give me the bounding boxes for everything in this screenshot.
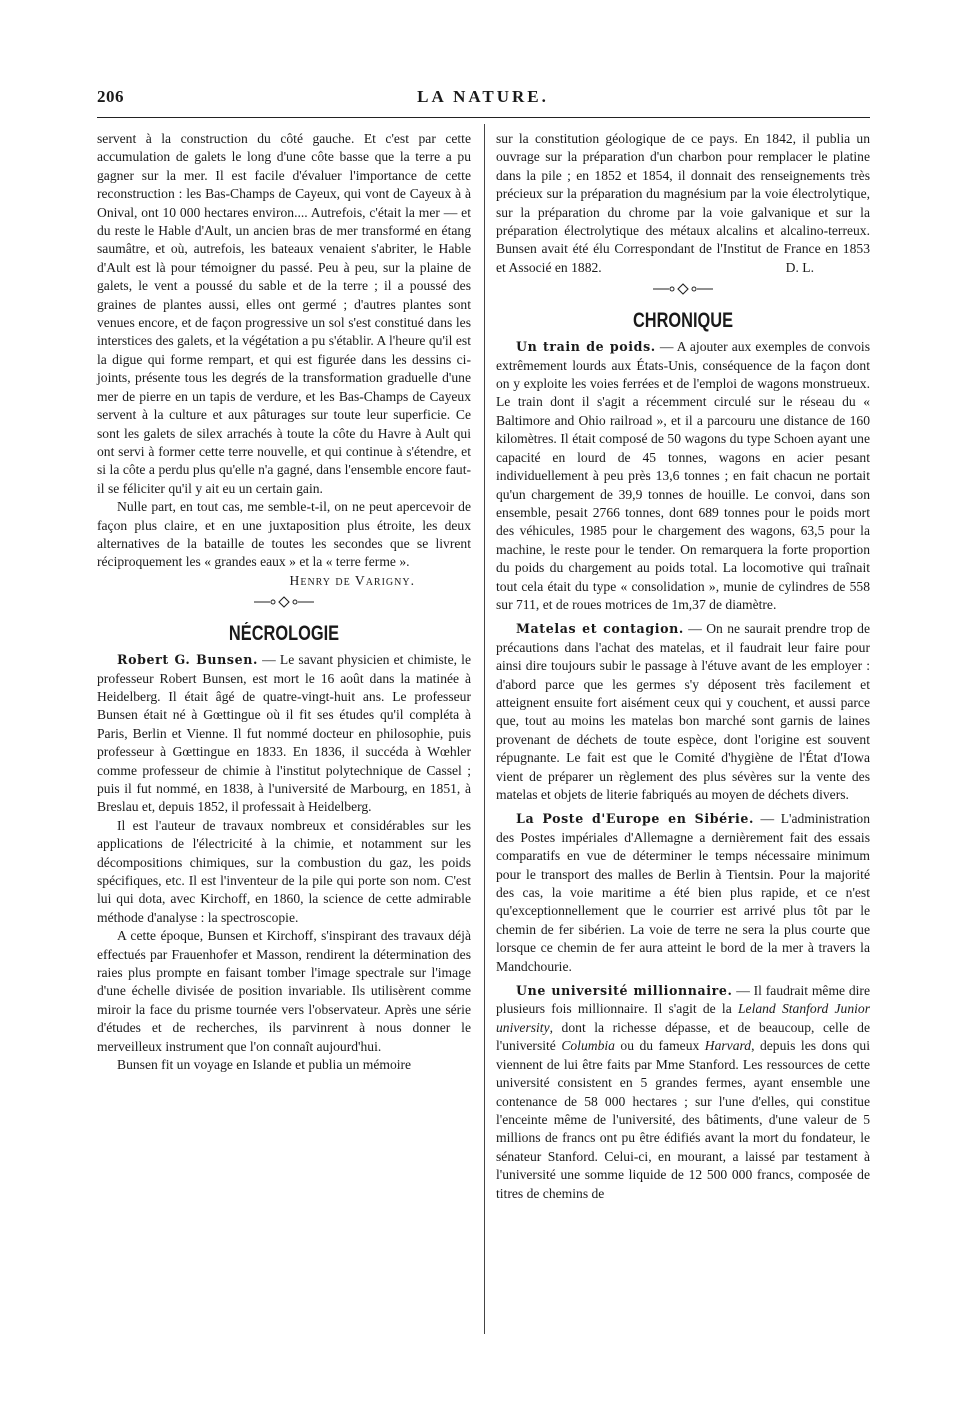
chronique-item-lead: La Poste d'Europe en Sibérie. xyxy=(516,811,754,827)
section-ornament xyxy=(97,596,471,611)
necrologie-paragraph: A cette époque, Bunsen et Kirchoff, s'inspirant des travaux déjà effectués par Frauenhofer et Masson, rendirent la détermination des raies plus prompte en faisant tomber l'image spectrale sur l'image d'une échelle divisée de position invariable. Ils utilisèrent comme miroir la face du prisme tournée vers l'observateur. Après une série d'études et de recherches, ils parvinrent à nous donner le merveilleux instrument que l'on connaît aujourd'hui. xyxy=(97,928,471,1054)
chronique-item-text: — L'administration des Postes impériales d'Allemagne a dernièrement fait des essais comparatifs en vue de déterminer le temps nécessaire minimum pour le transport des malles de Berlin à Tientsin. Pour la majorité des cas, la voie maritime a été bien plus rapide, et ce n'est qu'exceptionnellement que le courrier est arrivé plus tôt par le chemin de fer sibérien. La voie de terre ne sera la plus courte que lorsque ce chemin de fer aura atteint le bord de la mer à travers la Mandchourie. xyxy=(496,811,870,974)
necrologie-text: — Le savant physicien et chimiste, le professeur Robert Bunsen, est mort le 16 août dans la matinée à Heidelberg. Il était âgé de quatre-vingt-huit ans. Le professeur Bunsen était né à Gœttingue où il fit ses études qu'il compléta à Paris, Berlin et Vienne. Il fut nommé docteur en philosophie, puis professeur à Gœttingue en 1833. En 1836, il succéda à Wœhler comme professeur de chimie à l'institut polytechnique de Cassel ; puis il fut nommé, en 1838, à l'université de Marbourg, en 1851, à Breslau et, depuis 1852, il professait à Heidelberg. xyxy=(97,652,471,815)
page-number: 206 xyxy=(97,87,124,106)
necrologie-continuation-text: sur la constitution géologique de ce pays. En 1842, il publia un ouvrage sur la préparation d'un charbon pour remplacer le platine dans la pile ; en 1852 et 1854, il donnait des renseignements très précieux sur la préparation du magnésium par la voie électrolytique, sur la préparation du chrome par la voie galvanique et sur la préparation électrolytique des métaux alcalins et alcalino-terreux. Bunsen avait été élu Correspondant de l'Institut de France en 1853 et Associé en 1882. xyxy=(496,131,870,275)
chronique-item-train xyxy=(496,338,870,614)
chronique-heading: CHRONIQUE xyxy=(632,309,734,333)
chronique-item-universite xyxy=(496,982,870,1203)
author-signature: Henry de Varigny. xyxy=(289,572,415,588)
article-continuation-paragraph: servent à la construction du côté gauche. Et c'est par cette accumulation de galets le long d'une côte basse que la terre a pu gagner sur la mer. Il est facile d'évaluer l'importance de cette reconstruction : les Bas-Champs de Cayeux, qui vont de Cayeux à à Onival, ont 10 000 hectares environ.... Autrefois, c'était la mer — et du reste le Hable d'Ault, un ancien bras de mer transformé en étang saumâtre, et où, autrefois, les bateaux venaient s'abriter, le Hable d'Ault est là pour témoigner du passé. Peu à peu, sur la plaine de galets, le vent a poussé du sable et de la terre ; il a poussé des graines de plantes aussi, elles ont germé ; d'autres plantes sont venues encore, et de façon progressive un sol s'est constitué dans les interstices des galets, et la végétation a pu s'établir. A l'heure qu'il est la digue qui forme rempart, et qui est figurée dans les dessins ci-joints, présente tous les degrés de la transformation graduelle d'une mer de pierre en un tapis de verdure, et les Bas-Champs de Cayeux servent à la culture et aux pâturages sur toute leur superficie. Ce sont les galets de silex arrachés à toute la côte du Havre à Ault qui ont servi à former cette terre nouvelle, et qui continue à s'étendre, et si la côte a perdu plus qu'elle n'a gagné, dans l'ensemble encore faut-il se féliciter qu'il y ait eu un certain gain. xyxy=(97,131,471,496)
chronique-item-lead: Matelas et contagion. xyxy=(516,621,684,637)
article-closing-paragraph: Nulle part, en tout cas, me semble-t-il, on ne peut apercevoir de façon plus claire, et en une juxtaposition plus étroite, les deux alternatives de la bataille de toutes les secondes que se livrent réciproquement les « grandes eaux » et la « terre ferme ». xyxy=(97,499,471,570)
chronique-item-text: , dont la richesse dépasse, et de beaucoup, celle de l'université xyxy=(496,1019,870,1054)
chronique-item-text: — Il faudrait même dire plusieurs fois millionnaire. Il s'agit de la xyxy=(496,983,870,1017)
university-name-columbia: Columbia xyxy=(561,1038,615,1054)
university-name-leland-stanford: Leland Stanford Junior university xyxy=(496,1001,870,1035)
chronique-item-text: — On ne saurait prendre trop de précautions dans l'achat des matelas, et il faudrait leur faire pour ainsi dire toujours subir le passage à l'étuve avant de les employer : d'abord parce que les germes s'y déposent très facilement et atteignent ensuite fort aisément ceux qui y couchent, et aussi parce que, tout au moins les matelas bon marché sont garnis de laines provenant de déchets de toute espèce, dont l'origine est souvent répugnante. Le fait est que le Comité d'hygiène de l'État d'Iowa vient de préparer un règlement des plus sévères sur la vente des matelas et objets de literie fabriqués au moyen de déchets divers. xyxy=(496,621,870,802)
chronique-item-text: — A ajouter aux exemples de convois extrêmement lourds aux États-Unis, conséquence de la façon dont on y exploite les voies ferrées et de l'emploi de wagons monstrueux. Le train dont il s'agit a récemment circulé sur le réseau du « Baltimore and Ohio railroad », et il a parcouru une distance de 160 kilomètres. Il était composé de 50 wagons du type Schoen ayant une capacité en lourd de 45 tonnes, wagons en acier pesant individuellement à peu près 13,6 tonnes ; en fait chacun ne portait qu'un chargement de 39,9 tonnes de houille. Le convoi, dans son ensemble, pesait 2766 tonnes, dont 689 tonnes pour le poids mort des véhicules, 1985 pour le chargement des wagons, 63,5 pour la machine, le reste pour le tender. On remarquera la forte proportion du poids du chargement au poids total. La locomotive qui traînait tout cela était du type « consolidation », munie de cylindres de 558 sur 711, et de roues motrices de 1m,37 de diamètre. xyxy=(496,339,871,612)
diamond-ornament-icon xyxy=(252,596,316,608)
right-column xyxy=(496,130,870,1203)
chronique-item-text: ou du fameux xyxy=(614,1038,705,1054)
chronique-item-text: , depuis les dons qui viennent de lui être faits par Mme Stanford. Les ressources de cette université consistent en 5 grandes fermes, ayant ensemble une contenance de 58 000 hectares ; sur l'une d'elles, qui constitue l'enceinte même de l'université, des bâtiments, d'une valeur de 5 millions de francs ont pu être édifiés avant la mort du fondateur, le sénateur Stanford. Celui-ci, en mourant, a laissé par testament à l'université une somme liquide de 12 500 000 francs, composée de titres de chemins de xyxy=(496,1038,871,1201)
necrologie-heading: NÉCROLOGIE xyxy=(228,622,340,646)
section-ornament xyxy=(496,283,870,298)
chronique-item-poste xyxy=(496,810,870,976)
chronique-item-matelas xyxy=(496,620,870,804)
chronique-item-lead: Une université millionnaire. xyxy=(516,983,733,999)
necrologie-paragraph: Bunsen fit un voyage en Islande et publia un mémoire xyxy=(117,1057,412,1073)
diamond-ornament-icon xyxy=(651,283,715,295)
chronique-item-lead: Un train de poids. xyxy=(516,339,656,355)
column-divider xyxy=(484,124,485,1334)
necrologie-continuation xyxy=(496,130,870,277)
necrologie-lead: Robert G. Bunsen. xyxy=(117,652,258,668)
left-column xyxy=(97,130,471,1075)
necrologie-signature: D. L. xyxy=(785,259,814,275)
university-name-harvard: Harvard xyxy=(704,1038,752,1054)
necrologie-paragraph xyxy=(97,651,471,817)
header-rule xyxy=(97,117,870,118)
journal-title: LA NATURE. xyxy=(417,87,549,106)
necrologie-paragraph: Il est l'auteur de travaux nombreux et considérables sur les applications de l'électricité à la chimie, et notamment sur les décompositions chimiques, sur la combustion du gaz, les poids spécifiques, etc. Il est l'inventeur de la pile qui porte son nom. C'est lui qui dota, avec Kirchoff, en 1860, la science de cette admirable méthode d'analyse : la spectroscopie. xyxy=(97,817,471,925)
